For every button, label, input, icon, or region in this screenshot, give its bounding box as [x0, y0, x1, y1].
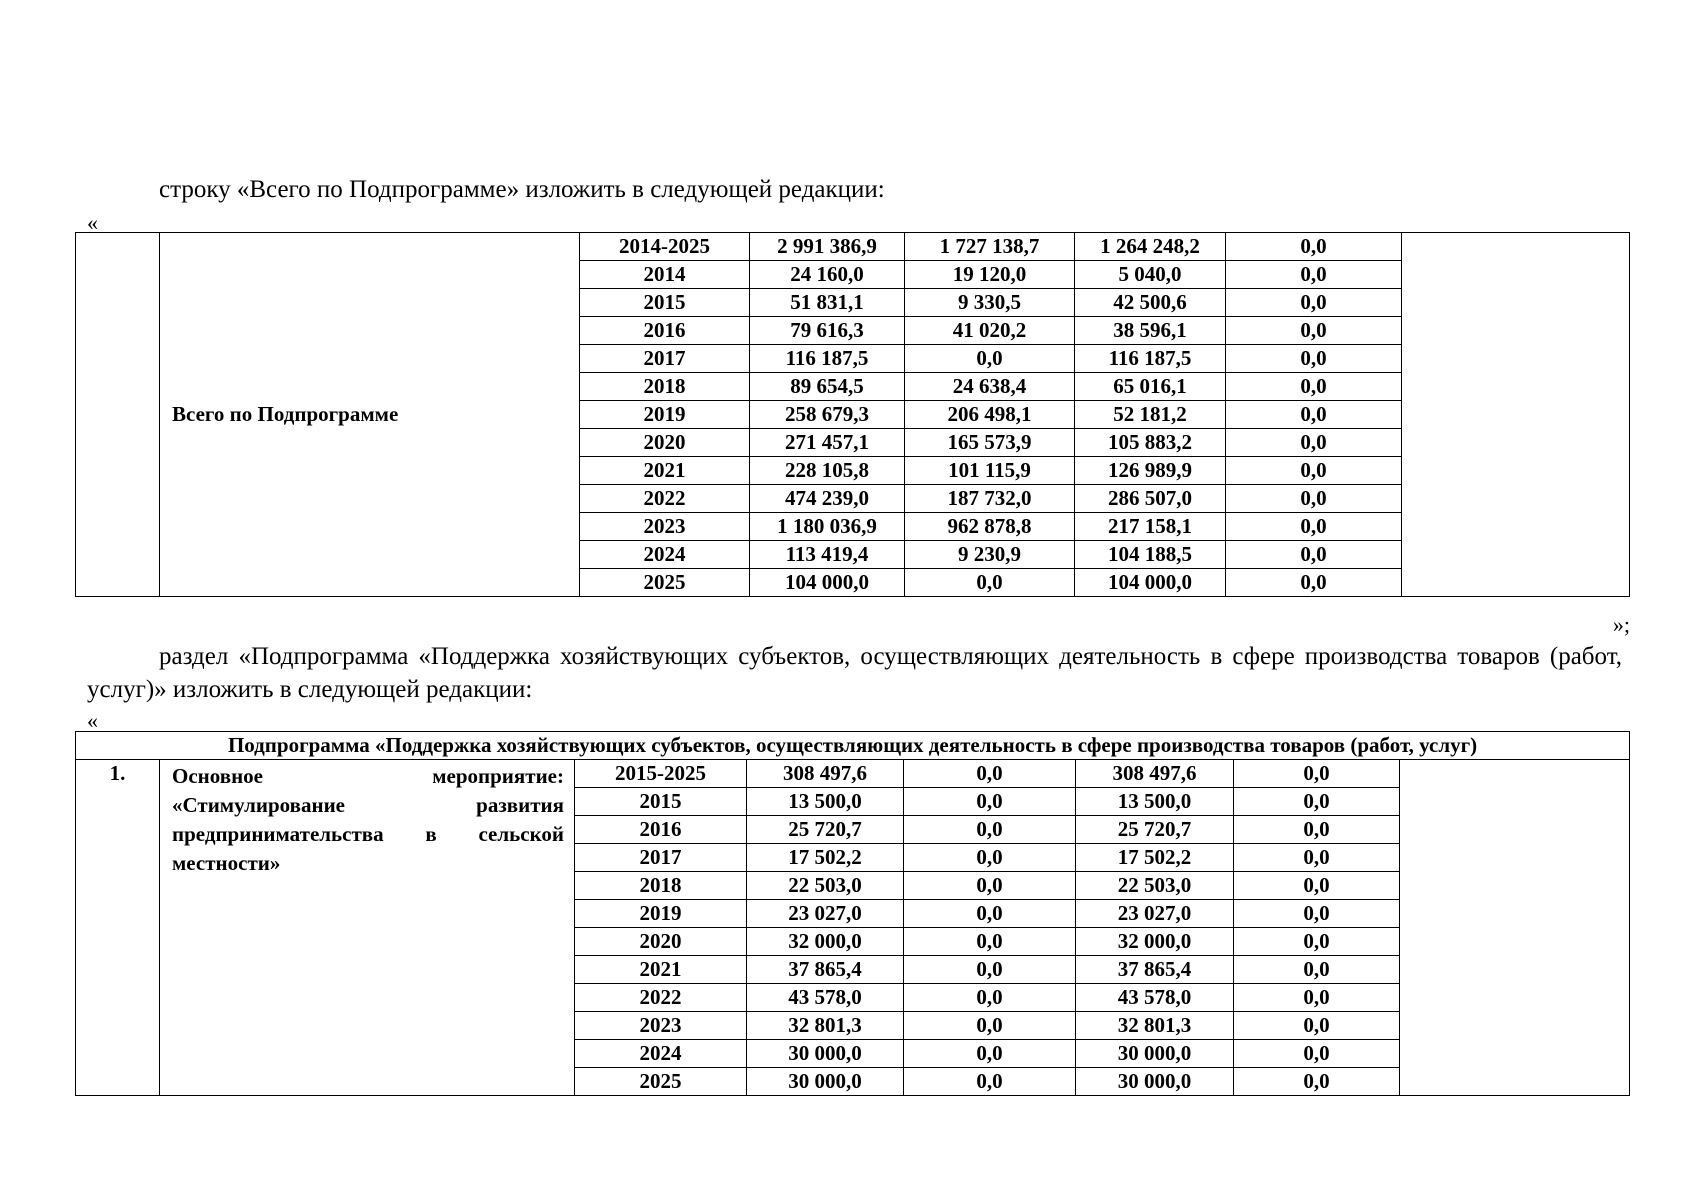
federal-cell: 0,0: [904, 760, 1076, 788]
number-cell: [76, 233, 160, 597]
regional-cell: 126 989,9: [1075, 457, 1226, 485]
total-cell: 258 679,3: [750, 401, 905, 429]
regional-cell: 23 027,0: [1076, 900, 1234, 928]
other-cell: 0,0: [1226, 485, 1402, 513]
federal-cell: 0,0: [904, 1040, 1076, 1068]
total-cell: 474 239,0: [750, 485, 905, 513]
other-cell: 0,0: [1234, 788, 1400, 816]
period-cell: 2018: [580, 373, 750, 401]
period-cell: 2015-2025: [575, 760, 747, 788]
federal-cell: 9 330,5: [905, 289, 1075, 317]
other-cell: 0,0: [1234, 844, 1400, 872]
total-cell: 32 801,3: [747, 1012, 904, 1040]
federal-cell: 0,0: [904, 816, 1076, 844]
total-cell: 32 000,0: [747, 928, 904, 956]
period-cell: 2019: [575, 900, 747, 928]
regional-cell: 52 181,2: [1075, 401, 1226, 429]
regional-cell: 104 188,5: [1075, 541, 1226, 569]
federal-cell: 0,0: [905, 569, 1075, 597]
total-cell: 113 419,4: [750, 541, 905, 569]
other-cell: 0,0: [1234, 956, 1400, 984]
empty-cell: [1402, 233, 1630, 597]
regional-cell: 30 000,0: [1076, 1068, 1234, 1096]
other-cell: 0,0: [1226, 317, 1402, 345]
period-cell: 2015: [575, 788, 747, 816]
intro-paragraph-2: раздел «Подпрограмма «Поддержка хозяйствующих субъектов, осуществляющих деятельность в сфере производства товаров (работ, услуг)» изложить в следующей редакции:: [87, 643, 1622, 703]
other-cell: 0,0: [1226, 345, 1402, 373]
federal-cell: 9 230,9: [905, 541, 1075, 569]
regional-cell: 17 502,2: [1076, 844, 1234, 872]
subprogram-section-table: [75, 731, 1630, 1096]
event-line: местности»: [172, 851, 281, 875]
total-cell: 17 502,2: [747, 844, 904, 872]
regional-cell: 217 158,1: [1075, 513, 1226, 541]
table2-body: [76, 732, 1630, 1096]
other-cell: 0,0: [1226, 569, 1402, 597]
other-cell: 0,0: [1226, 541, 1402, 569]
other-cell: 0,0: [1226, 429, 1402, 457]
total-cell: 89 654,5: [750, 373, 905, 401]
regional-cell: 43 578,0: [1076, 984, 1234, 1012]
total-cell: 1 180 036,9: [750, 513, 905, 541]
period-cell: 2022: [580, 485, 750, 513]
other-cell: 0,0: [1234, 816, 1400, 844]
regional-cell: 22 503,0: [1076, 872, 1234, 900]
federal-cell: 0,0: [904, 1068, 1076, 1096]
federal-cell: 0,0: [904, 844, 1076, 872]
period-cell: 2014: [580, 261, 750, 289]
section-header-row: [76, 732, 1630, 760]
total-cell: 51 831,1: [750, 289, 905, 317]
other-cell: 0,0: [1234, 760, 1400, 788]
period-cell: 2017: [580, 345, 750, 373]
federal-cell: 165 573,9: [905, 429, 1075, 457]
table-row: [76, 233, 1630, 261]
item-number: 1.: [76, 760, 160, 1096]
other-cell: 0,0: [1234, 872, 1400, 900]
empty-cell: [1400, 760, 1630, 1096]
table1-body: [76, 233, 1630, 597]
other-cell: 0,0: [1226, 289, 1402, 317]
period-cell: 2021: [580, 457, 750, 485]
period-cell: 2019: [580, 401, 750, 429]
federal-cell: 206 498,1: [905, 401, 1075, 429]
table-row: [76, 760, 1630, 788]
other-cell: 0,0: [1226, 457, 1402, 485]
federal-cell: 0,0: [904, 872, 1076, 900]
opening-quote-1: «: [87, 210, 98, 235]
federal-cell: 101 115,9: [905, 457, 1075, 485]
other-cell: 0,0: [1226, 261, 1402, 289]
other-cell: 0,0: [1234, 928, 1400, 956]
period-cell: 2025: [575, 1068, 747, 1096]
total-cell: 104 000,0: [750, 569, 905, 597]
federal-cell: 0,0: [904, 956, 1076, 984]
total-cell: 228 105,8: [750, 457, 905, 485]
event-description: [160, 760, 575, 1096]
federal-cell: 0,0: [904, 788, 1076, 816]
total-cell: 22 503,0: [747, 872, 904, 900]
regional-cell: 37 865,4: [1076, 956, 1234, 984]
total-cell: 30 000,0: [747, 1040, 904, 1068]
period-cell: 2016: [575, 816, 747, 844]
regional-cell: 104 000,0: [1075, 569, 1226, 597]
total-cell: 271 457,1: [750, 429, 905, 457]
federal-cell: 24 638,4: [905, 373, 1075, 401]
other-cell: 0,0: [1234, 900, 1400, 928]
other-cell: 0,0: [1226, 513, 1402, 541]
other-cell: 0,0: [1226, 233, 1402, 261]
federal-cell: 41 020,2: [905, 317, 1075, 345]
period-cell: 2020: [575, 928, 747, 956]
total-cell: 79 616,3: [750, 317, 905, 345]
period-cell: 2016: [580, 317, 750, 345]
other-cell: 0,0: [1234, 984, 1400, 1012]
federal-cell: 0,0: [905, 345, 1075, 373]
regional-cell: 38 596,1: [1075, 317, 1226, 345]
regional-cell: 308 497,6: [1076, 760, 1234, 788]
federal-cell: 0,0: [904, 900, 1076, 928]
period-cell: 2014-2025: [580, 233, 750, 261]
intro-paragraph-1: строку «Всего по Подпрограмме» изложить в следующей редакции:: [159, 176, 885, 203]
period-cell: 2017: [575, 844, 747, 872]
regional-cell: 105 883,2: [1075, 429, 1226, 457]
federal-cell: 19 120,0: [905, 261, 1075, 289]
regional-cell: 32 000,0: [1076, 928, 1234, 956]
opening-quote-2: «: [87, 708, 98, 733]
period-cell: 2025: [580, 569, 750, 597]
regional-cell: 32 801,3: [1076, 1012, 1234, 1040]
period-cell: 2018: [575, 872, 747, 900]
federal-cell: 0,0: [904, 984, 1076, 1012]
regional-cell: 65 016,1: [1075, 373, 1226, 401]
period-cell: 2021: [575, 956, 747, 984]
regional-cell: 1 264 248,2: [1075, 233, 1226, 261]
federal-cell: 962 878,8: [905, 513, 1075, 541]
other-cell: 0,0: [1234, 1040, 1400, 1068]
regional-cell: 286 507,0: [1075, 485, 1226, 513]
total-cell: 116 187,5: [750, 345, 905, 373]
regional-cell: 5 040,0: [1075, 261, 1226, 289]
total-cell: 43 578,0: [747, 984, 904, 1012]
period-cell: 2023: [575, 1012, 747, 1040]
period-cell: 2022: [575, 984, 747, 1012]
other-cell: 0,0: [1226, 373, 1402, 401]
event-line: предпринимательства в сельской: [172, 822, 564, 846]
federal-cell: 0,0: [904, 1012, 1076, 1040]
total-label: Всего по Подпрограмме: [160, 233, 580, 597]
period-cell: 2023: [580, 513, 750, 541]
federal-cell: 1 727 138,7: [905, 233, 1075, 261]
federal-cell: 0,0: [904, 928, 1076, 956]
regional-cell: 13 500,0: [1076, 788, 1234, 816]
period-cell: 2015: [580, 289, 750, 317]
regional-cell: 25 720,7: [1076, 816, 1234, 844]
section-header: Подпрограмма «Поддержка хозяйствующих субъектов, осуществляющих деятельность в сфере производства товаров (работ, услуг): [76, 732, 1630, 760]
regional-cell: 30 000,0: [1076, 1040, 1234, 1068]
subprogram-total-table: [75, 232, 1630, 597]
event-line: Основное мероприятие:: [172, 764, 564, 788]
period-cell: 2024: [575, 1040, 747, 1068]
period-cell: 2024: [580, 541, 750, 569]
total-cell: 24 160,0: [750, 261, 905, 289]
regional-cell: 116 187,5: [1075, 345, 1226, 373]
other-cell: 0,0: [1234, 1068, 1400, 1096]
federal-cell: 187 732,0: [905, 485, 1075, 513]
total-cell: 13 500,0: [747, 788, 904, 816]
other-cell: 0,0: [1226, 401, 1402, 429]
total-cell: 2 991 386,9: [750, 233, 905, 261]
total-cell: 30 000,0: [747, 1068, 904, 1096]
total-cell: 37 865,4: [747, 956, 904, 984]
other-cell: 0,0: [1234, 1012, 1400, 1040]
total-cell: 308 497,6: [747, 760, 904, 788]
regional-cell: 42 500,6: [1075, 289, 1226, 317]
period-cell: 2020: [580, 429, 750, 457]
event-line: «Стимулирование развития: [172, 793, 564, 817]
total-cell: 25 720,7: [747, 816, 904, 844]
total-cell: 23 027,0: [747, 900, 904, 928]
closing-quote: »;: [1612, 612, 1630, 637]
